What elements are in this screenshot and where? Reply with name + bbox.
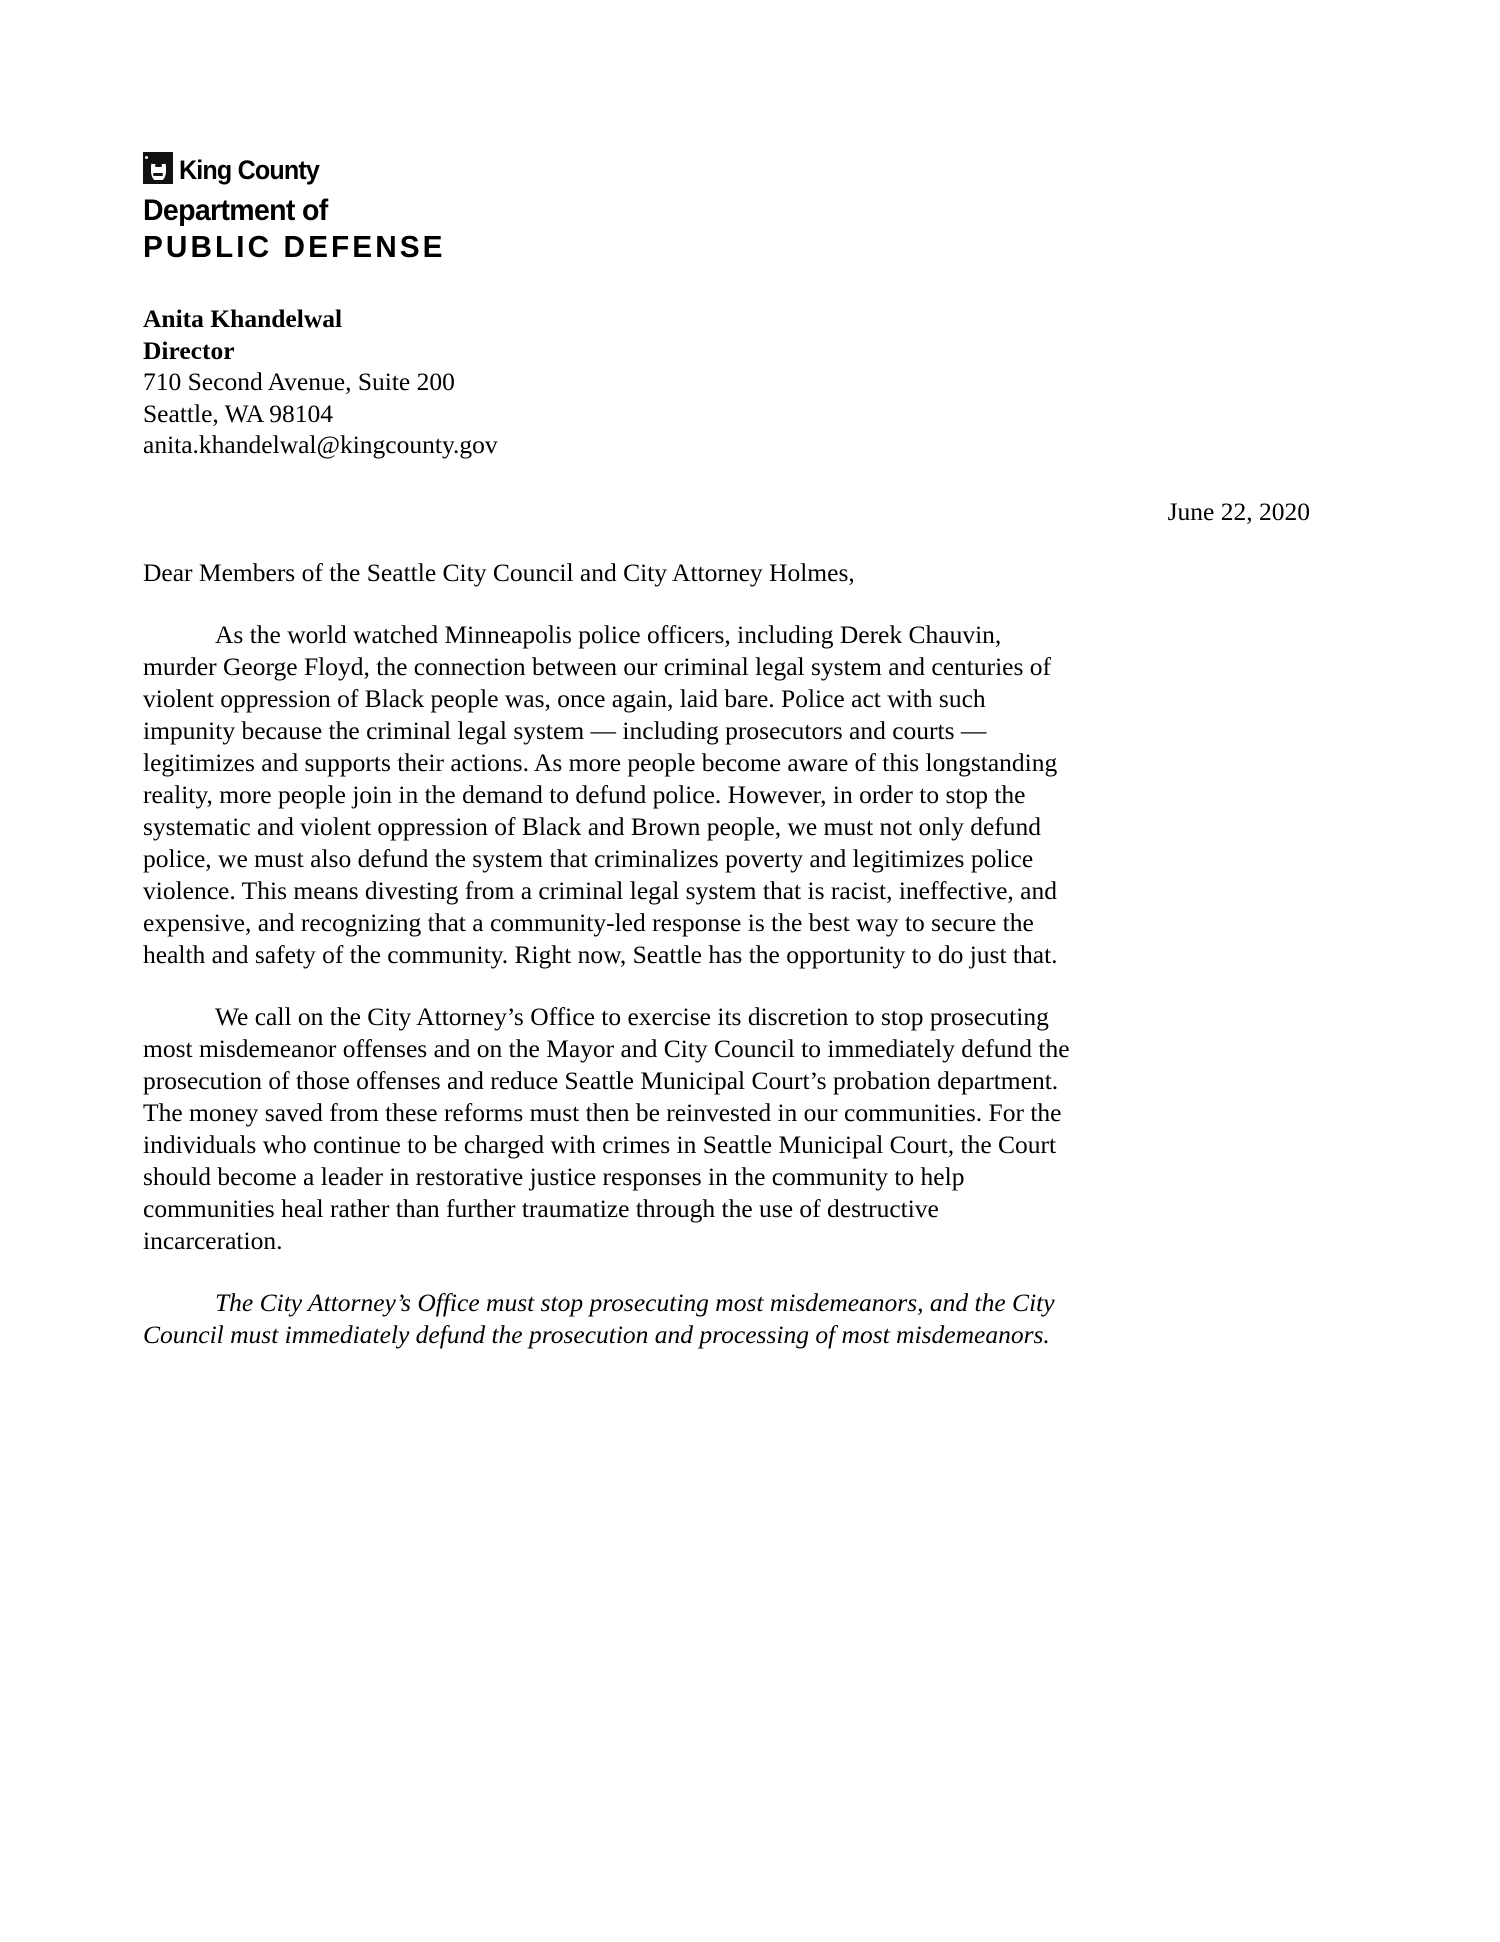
letter-paragraph: We call on the City Attorney’s Office to exercise its discretion to stop prosecuting most misdemeanor offenses and on the Mayor and City Council to immediately defund the prosecution of those offenses and reduce Seattle Municipal Court’s probation department. The money saved from these reforms must then be reinvested in our communities. For the individuals who continue to be charged with crimes in Seattle Municipal Court, the Court should become a leader in restorative justice responses in the community to help communities heal rather than further traumatize through the use of destructive incarceration. [143, 1002, 1070, 1255]
letter-paragraph-emphasis: The City Attorney’s Office must stop prosecuting most misdemeanors, and the City Council must immediately defund the prosecution and processing of most misdemeanors. [143, 1288, 1055, 1349]
letter-date: June 22, 2020 [1167, 497, 1310, 526]
king-county-wordmark: King County [179, 155, 320, 185]
department-prefix: Department of [143, 194, 328, 227]
letter-body [143, 619, 1073, 1351]
sender-title: Director [143, 335, 235, 365]
sender-address-line-1: 710 Second Avenue, Suite 200 [143, 367, 455, 396]
king-county-logo [143, 150, 743, 184]
sender-email: anita.khandelwal@kingcounty.gov [143, 430, 498, 459]
sender-name: Anita Khandelwal [143, 304, 343, 333]
department-name: PUBLIC DEFENSE [143, 229, 446, 264]
letterhead [143, 150, 743, 264]
sender-address-line-2: Seattle, WA 98104 [143, 398, 334, 428]
king-county-mlk-silhouette-icon [143, 152, 173, 184]
letter-paragraph: As the world watched Minneapolis police officers, including Derek Chauvin, murder George Floyd, the connection between our criminal legal system and centuries of violent oppression of Black people was, once again, laid bare. Police act with such impunity because the criminal legal system — including prosecutors and courts — legitimizes and supports their actions. As more people become aware of this longstanding reality, more people join in the demand to defund police. However, in order to stop the systematic and violent oppression of Black and Brown people, we must not only defund police, we must also defund the system that criminalizes poverty and legitimizes police violence. This means divesting from a criminal legal system that is racist, ineffective, and expensive, and recognizing that a community-led response is the best way to secure the health and safety of the community. Right now, Seattle has the opportunity to do just that. [143, 620, 1058, 969]
letter-salutation: Dear Members of the Seattle City Council and City Attorney Holmes, [143, 558, 855, 587]
sender-address-block [143, 303, 843, 461]
